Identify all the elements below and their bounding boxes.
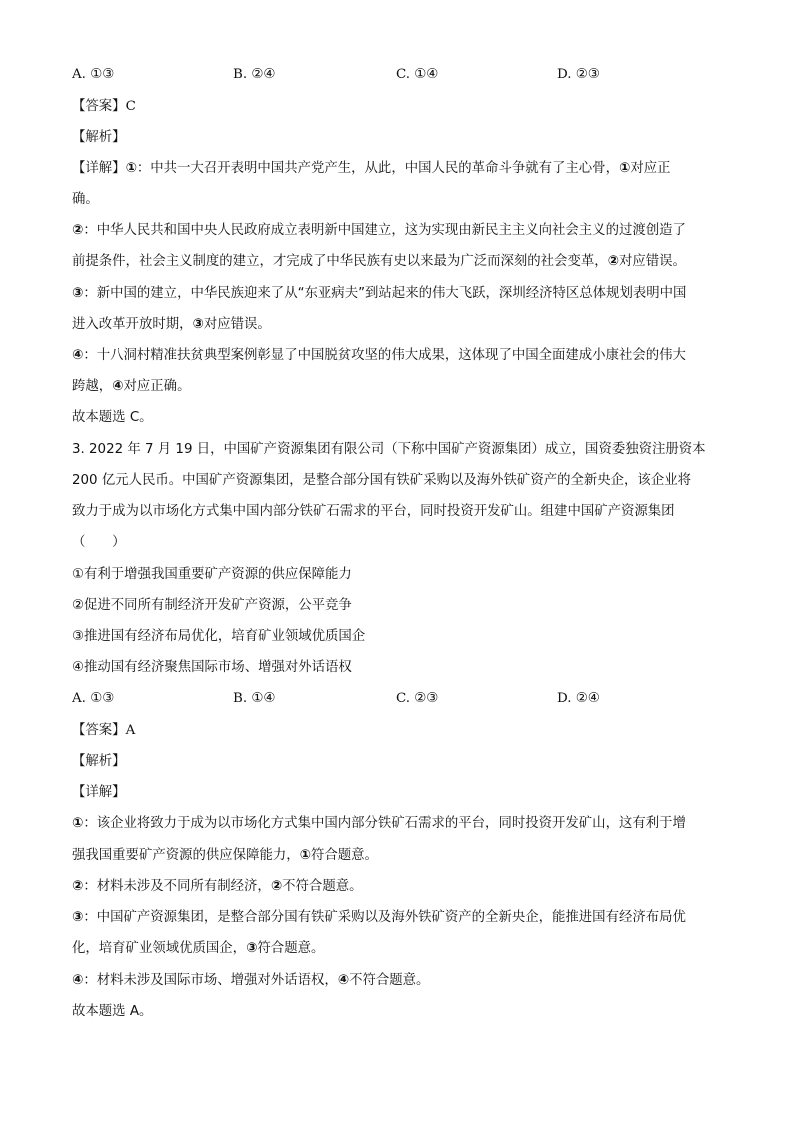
- detail-text: ：中华人民共和国中央人民政府成立表明新中国建立，这为实现由新民主主义向社会主义的过渡创造了: [83, 223, 686, 238]
- marker-circled-2: ②: [72, 223, 84, 238]
- q3-option-d: [557, 690, 600, 708]
- q3-answer: [72, 722, 135, 740]
- q2-detail-2: [72, 222, 686, 240]
- option-value: ②④: [251, 67, 276, 82]
- marker-circled-1: ①: [299, 848, 311, 863]
- q3-answer-blank: （ ）: [72, 535, 126, 550]
- option-letter: B.: [233, 691, 248, 706]
- option-letter: A.: [72, 691, 86, 706]
- detail-text: 对应正: [630, 161, 671, 176]
- marker-circled-1: ①: [125, 161, 137, 176]
- q3-detail-3-cont: [72, 940, 324, 958]
- detail-text: ：中共一大召开表明中国共产党产生，从此，中国人民的革命斗争就有了主心骨，: [136, 161, 619, 176]
- option-value: ②③: [414, 691, 439, 706]
- marker-circled-3: ③: [192, 317, 204, 332]
- q2-conclusion: 故本题选 C。: [72, 410, 153, 425]
- q2-analysis-label: 【解析】: [72, 130, 126, 145]
- marker-circled-2: ②: [270, 879, 283, 894]
- marker-circled-4: ④: [72, 973, 84, 988]
- q3-detail-4: [72, 972, 429, 990]
- option-letter: A.: [72, 67, 86, 82]
- q2-option-a: [72, 66, 114, 84]
- answer-value: A: [125, 723, 136, 738]
- detail-text: ：材料未涉及国际市场、增强对外话语权，: [83, 973, 338, 988]
- answer-label: 【答案】: [72, 99, 126, 114]
- q3-detail-1: [72, 815, 686, 833]
- q2-detail-1: [72, 160, 670, 178]
- option-value: ①④: [414, 67, 439, 82]
- detail-text: 不符合题意。: [349, 973, 430, 988]
- option-letter: C.: [396, 691, 411, 706]
- detail-text: 符合题意。: [257, 941, 325, 956]
- detail-text: 不符合题意。: [282, 879, 363, 894]
- marker-circled-4: ④: [112, 379, 124, 394]
- detail-text: ：十八洞村精准扶贫典型案例彰显了中国脱贫攻坚的伟大成果，这体现了中国全面建成小康社会的伟大: [83, 348, 686, 363]
- marker-circled-1: ①: [72, 816, 84, 831]
- detail-text: 化，培育矿业领域优质国企，: [72, 941, 247, 956]
- option-value: ②③: [575, 67, 600, 82]
- detail-text: 对应错误。: [618, 254, 686, 269]
- detail-text: 强我国重要矿产资源的供应保障能力，: [72, 848, 300, 863]
- q3-item-2: ②促进不同所有制经济开发矿产资源，公平竞争: [72, 598, 352, 613]
- q3-item-3: ③推进国有经济布局优化，培育矿业领域优质国企: [72, 629, 366, 644]
- marker-circled-3: ③: [72, 286, 84, 301]
- detail-label: 【详解】: [72, 161, 126, 176]
- q3-stem-line-2: 200 亿元人民币。中国矿产资源集团，是整合部分国有铁矿采购以及海外铁矿资产的全新央企，该企业将: [72, 473, 691, 488]
- option-value: ①③: [90, 691, 115, 706]
- detail-text: 对应错误。: [203, 317, 271, 332]
- detail-text: ：新中国的建立，中华民族迎来了从“东亚病夫”到站起来的伟大飞跃，深圳经济特区总体规划表明中国: [83, 286, 687, 301]
- option-value: ②④: [575, 691, 600, 706]
- q2-detail-1-cont: 确。: [72, 192, 99, 207]
- detail-text: ：该企业将致力于成为以市场化方式集中国内部分铁矿石需求的平台，同时投资开发矿山，这有利于增: [83, 816, 686, 831]
- answer-label: 【答案】: [72, 723, 126, 738]
- q2-detail-2-cont: [72, 253, 686, 271]
- q2-detail-4-cont: [72, 378, 190, 396]
- q3-analysis-label: 【解析】: [72, 754, 126, 769]
- q3-item-1: ①有利于增强我国重要矿产资源的供应保障能力: [72, 567, 352, 582]
- option-value: ①④: [251, 691, 276, 706]
- detail-text: 进入改革开放时期，: [72, 317, 193, 332]
- q3-option-c: [396, 690, 438, 708]
- q2-answer: [72, 98, 136, 116]
- detail-text: 前提条件，社会主义制度的建立，才完成了中华民族有史以来最为广泛而深刻的社会变革，: [72, 254, 608, 269]
- q2-option-b: [233, 66, 275, 84]
- answer-value: C: [125, 99, 136, 114]
- detail-text: 对应正确。: [123, 379, 191, 394]
- detail-text: ：中国矿产资源集团，是整合部分国有铁矿采购以及海外铁矿资产的全新央企，能推进国有经济布局优: [83, 910, 686, 925]
- q2-detail-4: [72, 347, 686, 365]
- q3-detail-3: [72, 909, 686, 927]
- option-letter: D.: [557, 67, 572, 82]
- marker-circled-2: ②: [72, 879, 84, 894]
- q3-item-4: ④推动国有经济聚焦国际市场、增强对外话语权: [72, 660, 352, 675]
- marker-circled-2: ②: [607, 254, 619, 269]
- marker-circled-4: ④: [337, 973, 350, 988]
- q2-option-d: [557, 66, 600, 84]
- q3-detail-label: 【详解】: [72, 785, 126, 800]
- marker-circled-1: ①: [618, 161, 631, 176]
- q2-detail-3-cont: [72, 316, 271, 334]
- option-letter: D.: [557, 691, 572, 706]
- q3-detail-1-cont: [72, 847, 378, 865]
- q3-detail-2: [72, 878, 363, 896]
- detail-text: 符合题意。: [310, 848, 378, 863]
- q3-conclusion: 故本题选 A。: [72, 1004, 153, 1019]
- q3-option-a: [72, 690, 114, 708]
- option-value: ①③: [90, 67, 115, 82]
- marker-circled-3: ③: [72, 910, 84, 925]
- detail-text: 跨越，: [72, 379, 113, 394]
- option-letter: C.: [396, 67, 411, 82]
- q2-option-c: [396, 66, 438, 84]
- marker-circled-3: ③: [246, 941, 258, 956]
- marker-circled-4: ④: [72, 348, 84, 363]
- q3-stem-line-1: 3. 2022 年 7 月 19 日，中国矿产资源集团有限公司（下称中国矿产资源集团）成立，国资委独资注册资本: [72, 442, 706, 457]
- q3-stem-line-3: 致力于成为以市场化方式集中国内部分铁矿石需求的平台，同时投资开发矿山。组建中国矿产资源集团: [72, 504, 675, 519]
- q3-option-b: [233, 690, 275, 708]
- q2-detail-3: [72, 285, 686, 303]
- detail-text: ：材料未涉及不同所有制经济，: [83, 879, 271, 894]
- option-letter: B.: [233, 67, 248, 82]
